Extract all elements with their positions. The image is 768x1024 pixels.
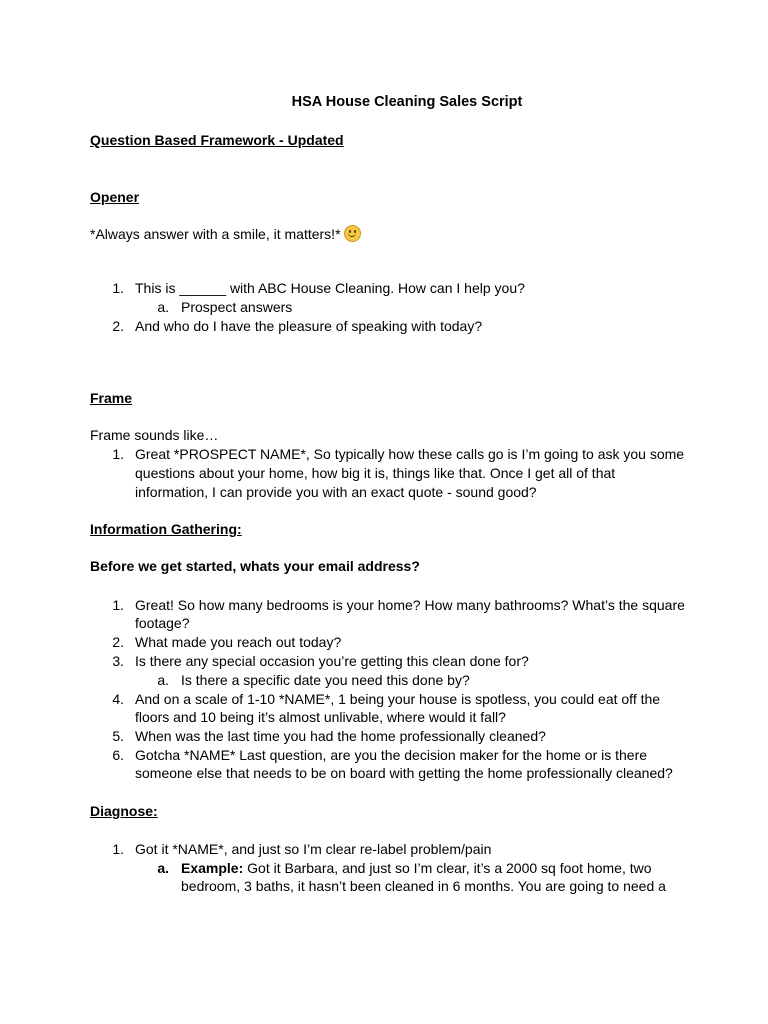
list-item-line: someone else that needs to be on board with getting the home professionally cleaned? <box>135 765 673 781</box>
list-number: 2. <box>112 634 124 650</box>
list-item-line: What made you reach out today? <box>135 634 342 650</box>
list-number: 1. <box>112 597 124 613</box>
info-heading: Information Gathering: <box>90 521 242 537</box>
framework-subtitle: Question Based Framework - Updated <box>90 132 344 148</box>
list-number: 4. <box>112 691 124 707</box>
list-number: 6. <box>112 747 124 763</box>
list-item-line: Great! So how many bedrooms is your home? How many bathrooms? What’s the square <box>135 597 685 613</box>
list-item-line: floors and 10 being it’s almost unlivable, where would it fall? <box>135 709 506 725</box>
list-item: Prospect answers <box>181 299 293 315</box>
list-item: And who do I have the pleasure of speaking with today? <box>135 318 483 334</box>
list-item: This is ______ with ABC House Cleaning. How can I help you? <box>135 280 525 296</box>
opener-note-text: *Always answer with a smile, it matters!* <box>90 226 341 242</box>
opener-note <box>90 225 361 244</box>
list-item-line: questions about your home, how big it is, things like that. Once I get all of that <box>135 465 616 481</box>
diagnose-heading: Diagnose: <box>90 803 158 819</box>
frame-intro: Frame sounds like… <box>90 427 219 443</box>
list-number: 5. <box>112 728 124 744</box>
list-number: 2. <box>112 318 124 334</box>
list-item-line: Is there any special occasion you’re getting this clean done for? <box>135 653 529 669</box>
smiley-face-icon <box>344 225 361 242</box>
list-letter: a. <box>157 299 169 315</box>
list-letter: a. <box>157 672 169 688</box>
list-item-line: information, I can provide you with an exact quote - sound good? <box>135 484 537 500</box>
document-title: HSA House Cleaning Sales Script <box>291 94 523 110</box>
list-item-line: And on a scale of 1-10 *NAME*, 1 being your house is spotless, you could eat off the <box>135 691 661 707</box>
example-line: bedroom, 3 baths, it hasn’t been cleaned in 6 months. You are going to need a <box>181 878 666 894</box>
example-text: Got it Barbara, and just so I’m clear, it’s a 2000 sq foot home, two <box>247 860 652 876</box>
list-number: 3. <box>112 653 124 669</box>
opener-heading: Opener <box>90 189 140 205</box>
email-question: Before we get started, whats your email address? <box>90 558 420 574</box>
list-item-line: Great *PROSPECT NAME*, So typically how these calls go is I’m going to ask you some <box>135 446 685 462</box>
list-letter: a. <box>157 860 169 876</box>
list-item: Got it *NAME*, and just so I’m clear re-label problem/pain <box>135 841 492 857</box>
list-item-line: When was the last time you had the home professionally cleaned? <box>135 728 546 744</box>
example-line <box>181 859 652 878</box>
list-item-line: Gotcha *NAME* Last question, are you the decision maker for the home or is there <box>135 747 648 763</box>
example-label: Example: <box>181 860 244 876</box>
frame-heading: Frame <box>90 390 133 406</box>
list-number: 1. <box>112 446 124 462</box>
list-item-line: Is there a specific date you need this done by? <box>181 672 470 688</box>
list-number: 1. <box>112 841 124 857</box>
list-item-line: footage? <box>135 615 190 631</box>
list-number: 1. <box>112 280 124 296</box>
